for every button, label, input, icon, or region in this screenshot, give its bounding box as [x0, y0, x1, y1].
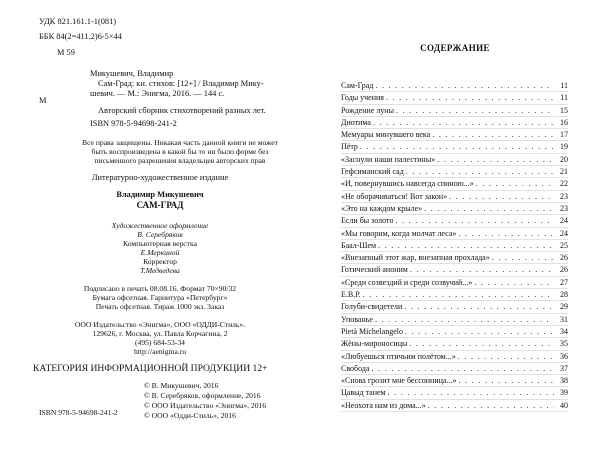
toc-entry [341, 228, 568, 240]
toc-leader-dots [437, 154, 554, 165]
publisher-info: ООО Издательство «Энигма», ООО «ОДДИ-Стиль». [74, 320, 246, 329]
toc-entry-title: «Снова грозит мне бессонница...» [341, 376, 457, 386]
toc-entry-page: 23 [560, 203, 568, 213]
toc-entry-title: «Внезапный этот жар, внезапная прохлада» [341, 253, 490, 263]
toc-entry [341, 215, 568, 227]
toc-leader-dots [409, 338, 554, 349]
toc-entry [341, 277, 568, 289]
toc-entry-page: 23 [560, 191, 568, 201]
rights-line: Все права защищены. Никакая часть данной книги не может [82, 138, 278, 147]
toc-leader-dots [373, 117, 554, 128]
toc-entry [341, 240, 568, 252]
toc-leader-dots [404, 301, 554, 312]
bibliographic-line: шевич. — М.: Энигма, 2016. — 144 с. [90, 89, 225, 98]
toc-entry [341, 154, 568, 166]
udk-code: УДК 821.161.1-1(081) [39, 17, 117, 26]
toc-entry-title: Гефсиманский сад [341, 167, 404, 177]
toc-entry [341, 338, 568, 350]
age-category: КАТЕГОРИЯ ИНФОРМАЦИОННОЙ ПРОДУКЦИИ 12+ [33, 363, 268, 374]
toc-leader-dots [396, 105, 554, 116]
toc-entry [341, 301, 568, 313]
toc-entry-page: 19 [560, 142, 568, 152]
copyright-line: © В. Микушевич, 2016 [144, 381, 219, 390]
edition-type: Литературно-художественное издание [91, 173, 229, 182]
toc-entry-title: Упованье [341, 314, 373, 324]
toc-entry-title: «Любуешься птичьим полётом...» [341, 351, 456, 361]
publisher-url: http://aenigma.ru [133, 347, 187, 356]
toc-entry-page: 21 [560, 167, 568, 177]
toc-entry [341, 105, 568, 117]
credit-role: Художественное оформление [111, 221, 209, 230]
toc-entry-page: 24 [560, 228, 568, 238]
toc-entry [341, 387, 568, 399]
toc-entry-page: 24 [560, 216, 568, 226]
toc-leader-dots [395, 215, 554, 226]
bibliographic-record [90, 69, 280, 129]
toc-entry-page: 25 [560, 240, 568, 250]
toc-leader-dots [474, 277, 554, 288]
toc-entry [341, 92, 568, 104]
toc-entry-page: 20 [560, 154, 568, 164]
toc-leader-dots [372, 363, 554, 374]
toc-entry-title: «Не оборачиваться! Вот закон» [341, 191, 448, 201]
toc-entry-page: 34 [560, 326, 568, 336]
copyright-line: © В. Серебряков, оформление, 2016 [144, 391, 261, 400]
toc-entry [341, 252, 568, 264]
toc-entry-page: 27 [560, 277, 568, 287]
toc-leader-dots [428, 400, 554, 411]
toc-entry-page: 29 [560, 302, 568, 312]
toc-entry [341, 264, 568, 276]
credit-name: В. Серебряков [137, 230, 183, 239]
toc-leader-dots [458, 351, 554, 362]
toc-entry-page: 37 [560, 363, 568, 373]
rights-line: быть воспроизведена в какой бы то ни было форме без [91, 147, 269, 156]
table-of-contents [341, 80, 568, 412]
toc-entry-page: 35 [560, 339, 568, 349]
toc-entry-page: 17 [560, 130, 568, 140]
toc-entry-title: «И, повернувшись навсегда спиною...» [341, 179, 474, 189]
author-letter: М [39, 96, 47, 105]
print-info: Бумага офсетная. Гарнитура «Петербург» [92, 293, 228, 302]
toc-leader-dots [449, 191, 554, 202]
toc-entry [341, 314, 568, 326]
toc-entry-page: 11 [560, 93, 568, 103]
toc-entry [341, 400, 568, 412]
toc-entry-title: Если бы золото [341, 216, 394, 226]
toc-entry-title: Пётр [341, 142, 358, 152]
toc-entry-page: 36 [560, 351, 568, 361]
toc-entry-page: 11 [560, 81, 568, 90]
toc-leader-dots [458, 228, 554, 239]
annotation: Авторский сборник стихотворений разных лет. [98, 106, 266, 115]
toc-entry [341, 178, 568, 190]
toc-entry-title: Рождение луны [341, 105, 394, 115]
toc-entry-page: 39 [560, 388, 568, 398]
publisher-phone: (495) 684-53-34 [135, 338, 185, 347]
copyright-line: © ООО Издательство «Энигма», 2016 [144, 401, 267, 410]
copyright-line: © ООО «Одди-Стиль», 2016 [144, 411, 236, 420]
toc-entry-page: 31 [560, 314, 568, 324]
toc-entry-title: Сам-Град [341, 81, 374, 90]
author-heading: Микушевич, Владимир [90, 69, 174, 78]
bibliographic-line: Сам-Град: кн. стихов: [12+] / Владимир Мику- [98, 79, 264, 88]
toc-entry [341, 141, 568, 153]
toc-leader-dots [458, 375, 554, 386]
toc-entry [341, 80, 568, 92]
toc-entry-title: Годы учения [341, 93, 384, 103]
credit-name: Е.Меркиной [140, 248, 180, 257]
toc-leader-dots [378, 240, 554, 251]
toc-entry-page: 40 [560, 400, 568, 410]
toc-leader-dots [410, 264, 554, 275]
toc-entry-title: Свобода [341, 363, 370, 373]
toc-entry-title: Жёны-мироносицы [341, 339, 408, 349]
toc-entry-title: «Это на каждом крыле» [341, 203, 423, 213]
toc-entry-page: 16 [560, 117, 568, 127]
bbk-code: ББК 84(2=411.2)6-5×44 [39, 32, 122, 41]
credit-name: Т.Медведева [140, 266, 180, 275]
toc-entry [341, 375, 568, 387]
toc-entry-page: 28 [560, 290, 568, 300]
toc-leader-dots [363, 289, 554, 300]
credit-role: Корректор [143, 257, 177, 266]
toc-leader-dots [476, 178, 554, 189]
toc-entry-title: «Заснули наши палестины» [341, 154, 436, 164]
toc-entry-title: «Среди созвездий и среди созвучий...» [341, 277, 473, 287]
toc-entry [341, 326, 568, 338]
imprint [40, 173, 280, 356]
toc-entry [341, 289, 568, 301]
book-title: САМ-ГРАД [136, 200, 184, 210]
toc-entry [341, 203, 568, 215]
toc-entry [341, 191, 568, 203]
toc-heading: СОДЕРЖАНИЕ [420, 43, 490, 53]
toc-leader-dots [386, 92, 554, 103]
toc-entry-title: Диотима [341, 117, 371, 127]
author-sign-code: М 59 [57, 48, 75, 57]
isbn: ISBN 978-5-94698-241-2 [90, 119, 177, 128]
toc-entry-title: Голуби-свидетели [341, 302, 403, 312]
toc-entry-page: 26 [560, 265, 568, 275]
toc-leader-dots [375, 314, 554, 325]
toc-entry [341, 129, 568, 141]
toc-entry-title: Готический аноним [341, 265, 408, 275]
toc-entry-page: 38 [560, 376, 568, 386]
toc-leader-dots [406, 166, 554, 177]
toc-leader-dots [388, 387, 554, 398]
toc-leader-dots [405, 326, 554, 337]
toc-entry [341, 363, 568, 375]
toc-leader-dots [492, 252, 554, 263]
isbn-bottom: ISBN 978-5-94698-241-2 [39, 408, 118, 417]
toc-entry-page: 15 [560, 105, 568, 115]
publisher-address: 129626, г. Москва, ул. Павла Корчагина, 2 [92, 329, 228, 338]
toc-entry-title: Е.В.Р. [341, 290, 361, 300]
toc-entry-page: 22 [560, 179, 568, 189]
toc-entry-title: Pietà Michelangelo [341, 326, 403, 336]
toc-entry [341, 117, 568, 129]
print-info: Печать офсетная. Тираж 1000 экз. Заказ [95, 302, 225, 311]
toc-entry-title: «Неохота нам из дома...» [341, 400, 426, 410]
toc-entry [341, 351, 568, 363]
toc-leader-dots [375, 80, 554, 91]
rights-line: письменного разрешения владельцев авторских прав [94, 156, 266, 165]
toc-entry-title: Мемуары минувшего века [341, 130, 431, 140]
credit-role: Компьютерная верстка [123, 239, 197, 248]
toc-leader-dots [360, 141, 554, 152]
toc-entry-title: Баал-Шем [341, 240, 377, 250]
toc-leader-dots [424, 203, 554, 214]
author-name: Владимир Микушевич [116, 190, 204, 199]
toc-entry-page: 26 [560, 253, 568, 263]
print-info: Подписано в печать 08.08.16. Формат 70×90/32 [83, 284, 237, 293]
toc-leader-dots [432, 129, 554, 140]
toc-entry [341, 166, 568, 178]
toc-entry-title: «Мы говорим, когда молчат леса» [341, 228, 457, 238]
rights-notice [55, 138, 305, 165]
toc-entry-title: Цавыд танем [341, 388, 386, 398]
